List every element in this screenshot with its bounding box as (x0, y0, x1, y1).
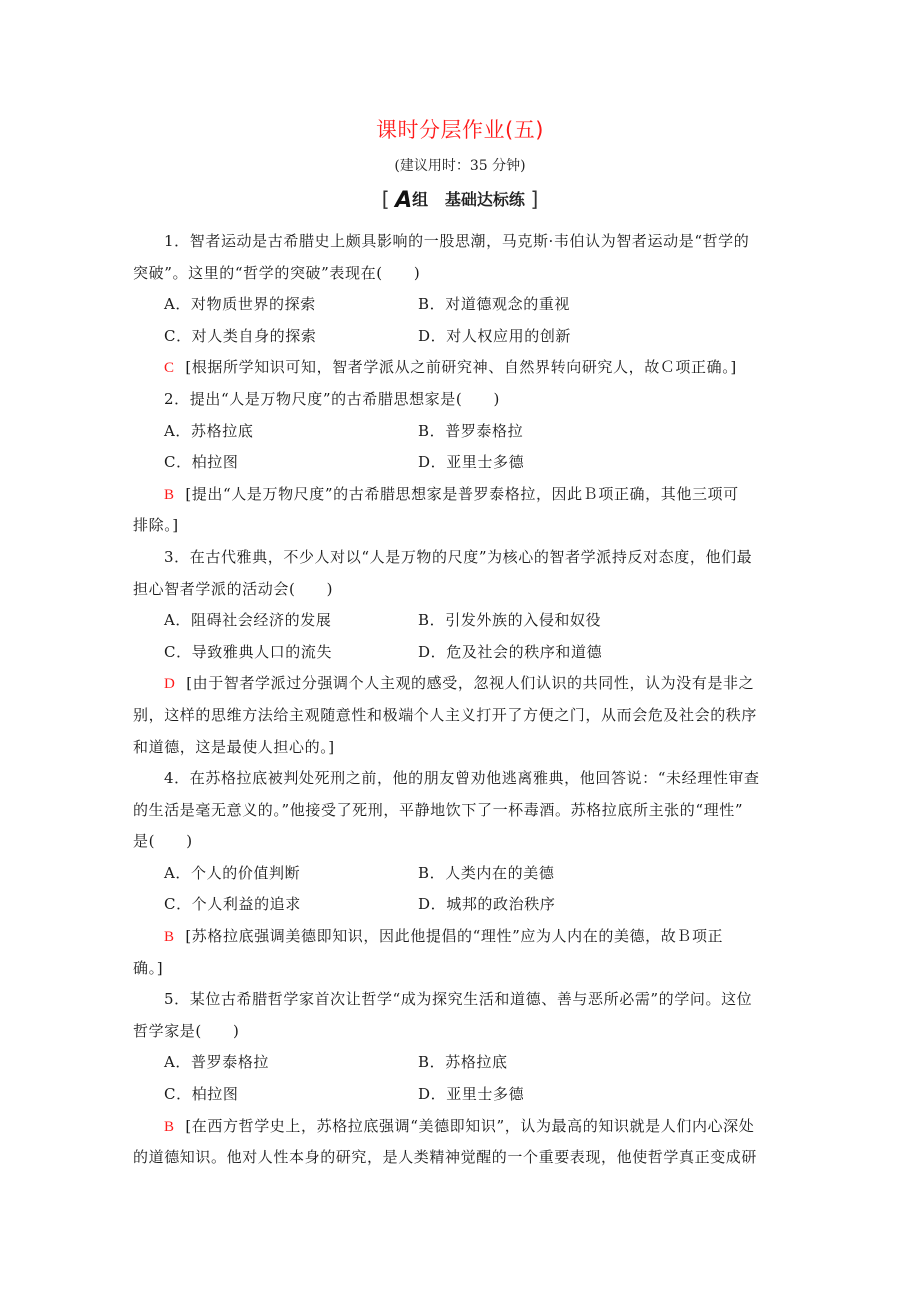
option-row (133, 289, 793, 321)
option-d: D．危及社会的秩序和道德 (418, 642, 603, 661)
option-c: C．对人类自身的探索 (164, 326, 317, 345)
answer-line (133, 1111, 793, 1143)
question-stem: 3．在古代雅典，不少人对以“人是万物的尺度”为核心的智者学派持反对态度，他们最 (164, 547, 753, 566)
answer-line (133, 921, 793, 953)
option-b: B．引发外族的入侵和奴役 (418, 611, 602, 630)
question-stem: 1．智者运动是古希腊史上颇具影响的一股思潮，马克斯·韦伯认为智者运动是“哲学的 (164, 232, 750, 250)
suggested-time: (建议用时：35 分钟) (394, 158, 526, 174)
left-bracket: [ (381, 187, 390, 211)
explanation: [在西方哲学史上，苏格拉底强调“美德即知识”，认为最高的知识就是人们内心深处 (185, 1116, 755, 1135)
option-c: C．柏拉图 (164, 1085, 239, 1104)
option-row (133, 637, 793, 669)
question-stem: 5．某位古希腊哲学家首次让哲学“成为探究生活和道德、善与恶所必需”的学问。这位 (164, 990, 753, 1009)
option-row (133, 1047, 793, 1079)
option-a: A．阻碍社会经济的发展 (164, 611, 332, 630)
option-row (133, 605, 793, 637)
answer-line (133, 668, 793, 700)
option-d: D．亚里士多德 (418, 1085, 525, 1104)
answer-key: D (164, 676, 176, 693)
option-b: B．苏格拉底 (418, 1053, 508, 1072)
answer-line (133, 479, 793, 511)
option-row (133, 858, 793, 890)
question-4 (133, 763, 793, 984)
option-b: B．普罗泰格拉 (418, 421, 524, 440)
answer-key: B (164, 1118, 175, 1135)
question-2 (133, 384, 793, 542)
question-stem: 4．在苏格拉底被判处死刑之前，他的朋友曾劝他逃离雅典，他回答说：“未经理性审查 (164, 769, 760, 788)
option-d: D．亚里士多德 (418, 453, 525, 472)
question-stem: 担心智者学派的活动会( ) (133, 579, 334, 598)
question-1 (133, 226, 793, 384)
explanation: [根据所学知识可知，智者学派从之前研究神、自然界转向研究人，故Ｃ项正确。] (185, 358, 737, 377)
explanation-continued: 和道德，这是最使人担心的。] (133, 737, 335, 756)
option-d: D．城邦的政治秩序 (418, 895, 556, 914)
page-title: 课时分层作业(五) (376, 118, 544, 142)
option-a: A．普罗泰格拉 (164, 1053, 270, 1072)
explanation: [由于智者学派过分强调个人主观的感受，忽视人们认识的共同性，认为没有是非之 (186, 674, 755, 693)
group-name: 组 (412, 190, 429, 209)
right-bracket: ] (530, 187, 539, 211)
explanation-continued: 排除。] (133, 516, 179, 535)
explanation-continued: 的道德知识。他对人性本身的研究，是人类精神觉醒的一个重要表现，他使哲学真正变成研 (133, 1148, 758, 1167)
option-d: D．对人权应用的创新 (418, 326, 572, 345)
question-stem: 2．提出“人是万物尺度”的古希腊思想家是( ) (164, 389, 500, 408)
question-stem: 是( ) (133, 832, 193, 851)
option-a: A．对物质世界的探索 (164, 295, 316, 314)
answer-key: C (164, 360, 175, 377)
question-stem: 的生活是毫无意义的。”他接受了死刑，平静地饮下了一杯毒酒。苏格拉底所主张的“理性” (133, 800, 744, 819)
option-b: B．人类内在的美德 (418, 863, 555, 882)
question-stem: 突破”。这里的“哲学的突破”表现在( ) (133, 263, 421, 282)
group-letter-icon: A (395, 188, 413, 213)
explanation-continued: 确。] (133, 958, 164, 977)
explanation: [苏格拉底强调美德即知识，因此他提倡的“理性”应为人内在的美德，故Ｂ项正 (185, 927, 724, 946)
option-row (133, 1079, 793, 1111)
group-header (0, 187, 920, 213)
option-b: B．对道德观念的重视 (418, 295, 571, 314)
option-c: C．个人利益的追求 (164, 895, 301, 914)
option-row (133, 447, 793, 479)
option-a: A．苏格拉底 (164, 421, 254, 440)
question-list (133, 226, 793, 1174)
explanation-continued: 别，这样的思维方法给主观随意性和极端个人主义打开了方便之门，从而会危及社会的秩序 (133, 705, 758, 724)
question-3 (133, 542, 793, 763)
question-stem: 哲学家是( ) (133, 1021, 240, 1040)
explanation: [提出“人是万物尺度”的古希腊思想家是普罗泰格拉，因此Ｂ项正确，其他三项可 (185, 484, 739, 503)
option-c: C．导致雅典人口的流失 (164, 642, 333, 661)
option-row (133, 416, 793, 448)
option-c: C．柏拉图 (164, 453, 239, 472)
option-row (133, 889, 793, 921)
option-row (133, 321, 793, 353)
question-5 (133, 984, 793, 1174)
answer-key: B (164, 486, 175, 503)
option-a: A．个人的价值判断 (164, 863, 301, 882)
group-label: 基础达标练 (444, 190, 525, 209)
answer-line (133, 352, 793, 384)
answer-key: B (164, 929, 175, 946)
